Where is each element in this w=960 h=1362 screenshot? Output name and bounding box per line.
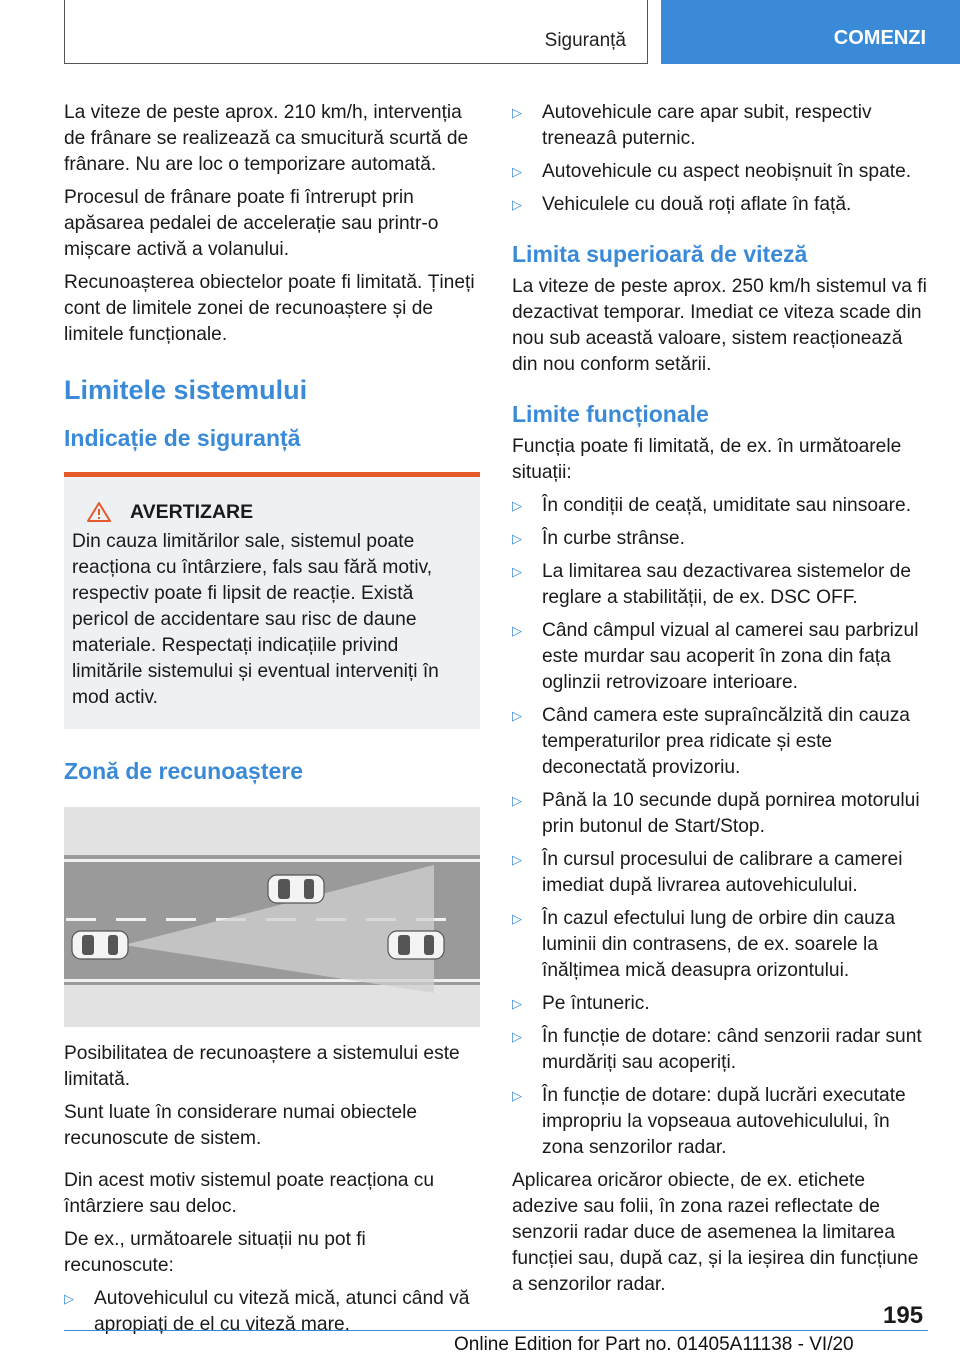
car-adjacent-lane — [268, 875, 324, 903]
paragraph: Aplicarea oricăror obiecte, de ex. etichete adezive sau folii, în zona razei reflectate de senzorii radar duce de asemenea la limitarea funcției sau, după caz, și la ieșirea din funcțiune a senzorilor radar. — [512, 1170, 919, 1295]
list-item: ▷ În cazul efectului lung de orbire din cauza luminii din contrasens, de ex. soarele la înălțimea mică deasupra orizontului. — [512, 906, 930, 984]
footer-edition-text: Online Edition for Part no. 01405A11138 - VI/20 — [454, 1334, 854, 1355]
left-column — [64, 100, 480, 1345]
warning-title-row — [72, 499, 472, 525]
list-item: ▷ Pe întuneric. — [512, 991, 930, 1017]
triangle-bullet-icon: ▷ — [512, 498, 522, 513]
car-ahead — [388, 931, 444, 959]
heading-speed-limit: Limita superioară de viteză — [512, 241, 808, 267]
car-rear-left — [72, 931, 128, 959]
recognition-zone-illustration — [64, 807, 480, 1027]
list-item: ▷ Autovehiculul cu viteză mică, atunci când vă apropiați de el cu viteză mare. — [64, 1286, 480, 1338]
paragraph: Procesul de frânare poate fi întrerupt prin apăsarea pedalei de accelerație sau printr-o mișcare activă a volanului. — [64, 187, 439, 260]
list-item: ▷ Autovehicule care apar subit, respectiv treneazâ puternic. — [512, 100, 930, 152]
list-item: ▷ Când camera este supraîncălzită din cauza temperaturilor prea ridicate și este deconectată provizoriu. — [512, 703, 930, 781]
triangle-bullet-icon: ▷ — [512, 1088, 522, 1103]
triangle-bullet-icon: ▷ — [512, 793, 522, 808]
header-tab-comenzi[interactable] — [661, 0, 960, 64]
list-item: ▷ Până la 10 secunde după pornirea motorului prin butonul de Start/Stop. — [512, 788, 930, 840]
road-diagram — [64, 807, 480, 1027]
header-section-title: Siguranță — [544, 30, 626, 51]
list-item: ▷ La limitarea sau dezactivarea sistemelor de reglare a stabilității, de ex. DSC OFF. — [512, 559, 930, 611]
list-item: ▷ În funcție de dotare: după lucrări executate impropriu la vopseaua autovehiculului, în zona senzorilor radar. — [512, 1083, 930, 1161]
list-item: ▷ În condiții de ceață, umiditate sau ninsoare. — [512, 493, 930, 519]
triangle-bullet-icon: ▷ — [512, 197, 522, 212]
paragraph: La viteze de peste aprox. 210 km/h, intervenția de frânare se realizează ca smucitură scurtă de frânare. Nu are loc o temporizare automată. — [64, 102, 469, 175]
triangle-bullet-icon: ▷ — [512, 531, 522, 546]
paragraph: Sunt luate în considerare numai obiectele recunoscute de sistem. — [64, 1102, 418, 1149]
list-item: ▷ Când câmpul vizual al camerei sau parbrizul este murdar sau acoperit în zona din fața oglinzii retrovizoare interioare. — [512, 618, 930, 696]
right-column — [512, 100, 930, 1305]
warning-text: Din cauza limitărilor sale, sistemul poate reacționa cu întârziere, fals sau fără motiv, respectiv poate fi lipsit de reacție. Există pericol de accidentare sau risc de daune materiale. Respectați indicațiile privind limitările sistemului și eventual interveniți în mod activ. — [72, 531, 439, 708]
triangle-bullet-icon: ▷ — [512, 564, 522, 579]
page-number: 195 — [883, 1302, 924, 1329]
list-item: ▷ În cursul procesului de calibrare a camerei imediat după livrarea autovehiculului. — [512, 847, 930, 899]
paragraph: De ex., următoarele situații nu pot fi recunoscute: — [64, 1229, 366, 1276]
list-item: ▷ În funcție de dotare: când senzorii radar sunt murdăriți sau acoperiți. — [512, 1024, 930, 1076]
triangle-bullet-icon: ▷ — [512, 1029, 522, 1044]
footer-edition — [454, 1334, 854, 1356]
warning-triangle-icon — [86, 501, 112, 523]
footer-rule — [64, 1330, 928, 1331]
heading-functional-limits: Limite funcționale — [512, 401, 709, 427]
paragraph: La viteze de peste aprox. 250 km/h sistemul va fi dezactivat temporar. Imediat ce viteza scade din nou sub această valoare, sistem reacționează din nou conform setării. — [512, 276, 927, 375]
warning-box — [64, 472, 480, 729]
triangle-bullet-icon: ▷ — [512, 164, 522, 179]
heading-recognition-zone: Zonă de recunoaștere — [64, 758, 304, 784]
triangle-bullet-icon: ▷ — [64, 1291, 74, 1306]
warning-title: AVERTIZARE — [130, 501, 254, 523]
triangle-bullet-icon: ▷ — [512, 623, 522, 638]
triangle-bullet-icon: ▷ — [512, 996, 522, 1011]
list-item: ▷ Autovehicule cu aspect neobișnuit în spate. — [512, 159, 930, 185]
paragraph: Din acest motiv sistemul poate reacționa cu întârziere sau deloc. — [64, 1170, 435, 1217]
paragraph: Funcția poate fi limitată, de ex. în următoarele situații: — [512, 436, 902, 483]
triangle-bullet-icon: ▷ — [512, 708, 522, 723]
triangle-bullet-icon: ▷ — [512, 852, 522, 867]
list-item: ▷ Vehiculele cu două roți aflate în față. — [512, 192, 930, 218]
paragraph: Posibilitatea de recunoaștere a sistemului este limitată. — [64, 1043, 460, 1090]
paragraph: Recunoașterea obiectelor poate fi limitată. Țineți cont de limitele zonei de recunoaștere și de limitele funcționale. — [64, 272, 475, 345]
heading-safety-note: Indicație de siguranță — [64, 425, 301, 451]
triangle-bullet-icon: ▷ — [512, 105, 522, 120]
heading-system-limits: Limitele sistemului — [64, 375, 308, 405]
list-item: ▷ În curbe strânse. — [512, 526, 930, 552]
header-tab-label: COMENZI — [833, 26, 926, 49]
triangle-bullet-icon: ▷ — [512, 911, 522, 926]
